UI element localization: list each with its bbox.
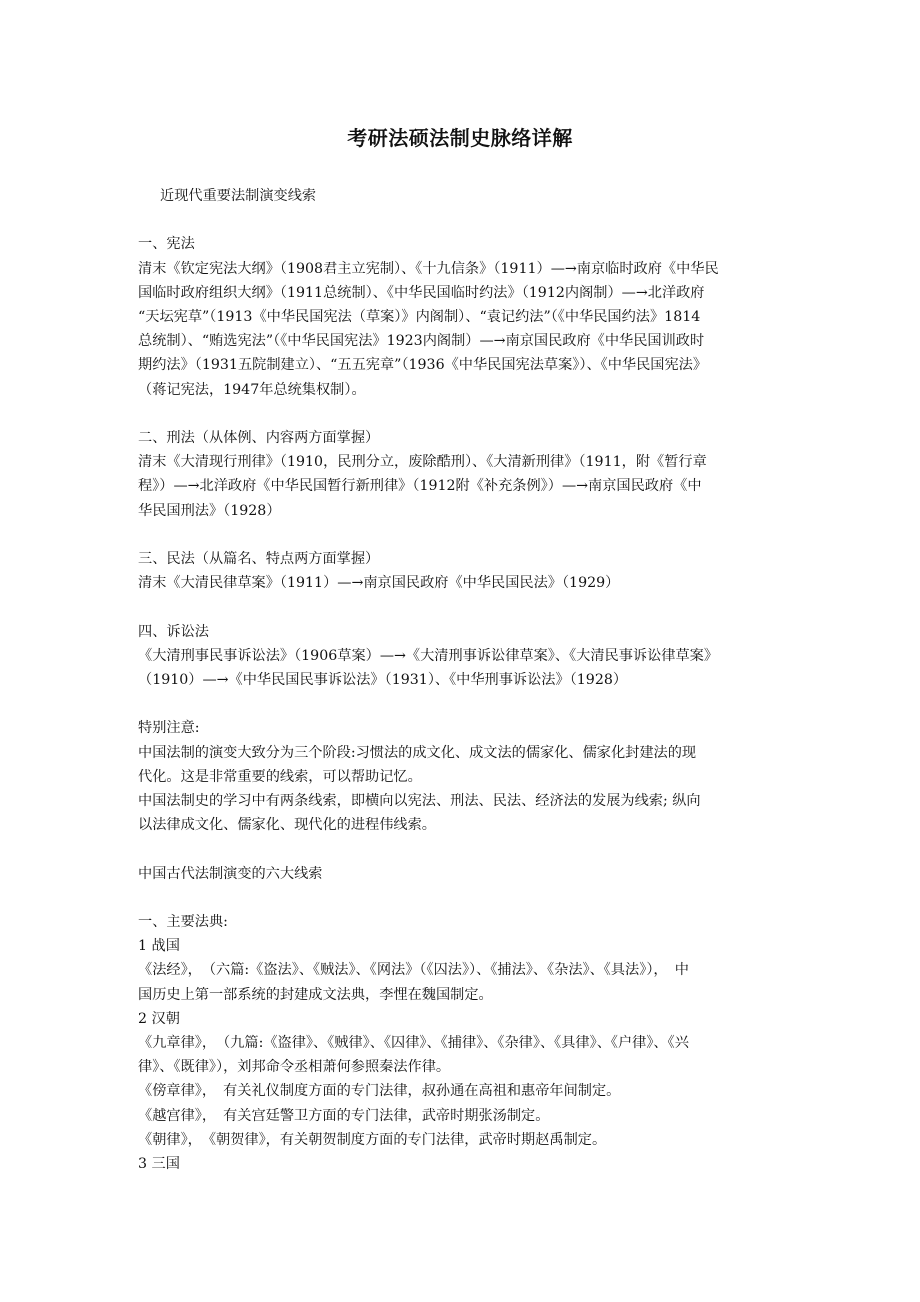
section-heading-procedure: 四、诉讼法 bbox=[138, 623, 209, 640]
spacer bbox=[138, 886, 786, 910]
text-line: 律》、《既律》），刘邦命令丞相萧何参照秦法作律。 bbox=[138, 1059, 451, 1076]
spacer bbox=[138, 837, 786, 861]
text-line: 中国法制的演变大致分为三个阶段:习惯法的成文化、成文法的儒家化、儒家化封建法的现 bbox=[138, 744, 697, 761]
spacer bbox=[138, 523, 786, 547]
text-line: 国临时政府组织大纲》（1911总统制）、《中华民国临时约法》（1912内阁制）—→北洋政府 bbox=[138, 284, 705, 301]
text-line: 程》）—→北洋政府《中华民国暂行新刑律》（1912附《补充条例》）—→南京国民政府《中 bbox=[138, 478, 702, 495]
text-line: 总统制）、“贿选宪法”（《中华民国宪法》1923内阁制）—→南京国民政府《中华民国训政时 bbox=[138, 333, 705, 350]
section-heading-criminal: 二、刑法（从体例、内容两方面掌握） bbox=[138, 430, 380, 446]
text-line: 《越宫律》， 有关宫廷警卫方面的专门法律，武帝时期张汤制定。 bbox=[138, 1107, 550, 1124]
section-heading-constitution: 一、宪法 bbox=[138, 236, 195, 253]
spacer bbox=[138, 402, 786, 426]
text-line: 清末《大清民律草案》（1911）—→南京国民政府《中华民国民法》（1929） bbox=[138, 575, 620, 592]
text-line: 中国法制史的学习中有两条线索，即横向以宪法、刑法、民法、经济法的发展为线索; 纵向 bbox=[138, 793, 701, 809]
text-line: 华民国刑法》（1928） bbox=[138, 502, 281, 519]
intro-heading: 近现代重要法制演变线索 bbox=[160, 188, 317, 204]
text-line: 期约法》（1931五院制建立）、“五五宪章”（1936《中华民国宪法草案》）、《中华民国宪法》 bbox=[138, 357, 708, 374]
spacer bbox=[138, 692, 786, 716]
text-line: 代化。这是非常重要的线索，可以帮助记忆。 bbox=[138, 768, 422, 785]
document-body bbox=[138, 184, 786, 1176]
text-line: （蒋记宪法，1947年总统集权制）。 bbox=[138, 381, 366, 398]
text-line: 2 汉朝 bbox=[138, 1010, 180, 1027]
text-line: 《朝律》， 《朝贺律》，有关朝贺制度方面的专门法律，武帝时期赵禹制定。 bbox=[138, 1131, 607, 1148]
section-heading-codes: 一、主要法典: bbox=[138, 913, 228, 930]
spacer bbox=[138, 595, 786, 619]
text-line: 《法经》， （六篇:《盗法》、《贼法》、《网法》（《囚法》）、《捕法》、《杂法》、《具法》）， 中 bbox=[138, 962, 689, 979]
text-line: 以法律成文化、儒家化、现代化的进程伟线索。 bbox=[138, 817, 436, 834]
text-line: 《九章律》， （九篇:《盗律》、《贼律》、《囚律》、《捕律》、《杂律》、《具律》、《户律》、《兴 bbox=[138, 1035, 689, 1051]
text-line: 《大清刑事民事诉讼法》（1906草案）—→《大清刑事诉讼律草案》、《大清民事诉讼律草案》 bbox=[138, 647, 719, 664]
text-line: 国历史上第一部系统的封建成文法典，李悝在魏国制定。 bbox=[138, 986, 493, 1003]
section-heading-note: 特别注意: bbox=[138, 720, 200, 737]
text-line: 清末《大清现行刑律》（1910，民刑分立，废除酷刑）、《大清新刑律》（1911，附《暂行章 bbox=[138, 454, 707, 471]
text-line: 1 战国 bbox=[138, 938, 180, 955]
section-heading-ancient: 中国古代法制演变的六大线索 bbox=[138, 865, 323, 882]
text-line: 《傍章律》， 有关礼仪制度方面的专门法律，叔孙通在高祖和惠帝年间制定。 bbox=[138, 1083, 621, 1100]
text-line: 清末《钦定宪法大纲》（1908君主立宪制）、《十九信条》（1911）—→南京临时政府《中华民 bbox=[138, 260, 719, 277]
spacer bbox=[138, 208, 786, 232]
text-line: （1910）—→《中华民国民事诉讼法》（1931）、《中华刑事诉讼法》（1928） bbox=[138, 672, 628, 688]
text-line: 3 三国 bbox=[138, 1156, 180, 1173]
text-line: “天坛宪草”（1913《中华民国宪法（草案）》内阁制）、“袁记约法”（《中华民国约法》1814 bbox=[138, 309, 701, 325]
page-title: 考研法硕法制史脉络详解 bbox=[347, 126, 573, 150]
section-heading-civil: 三、民法（从篇名、特点两方面掌握） bbox=[138, 551, 380, 567]
